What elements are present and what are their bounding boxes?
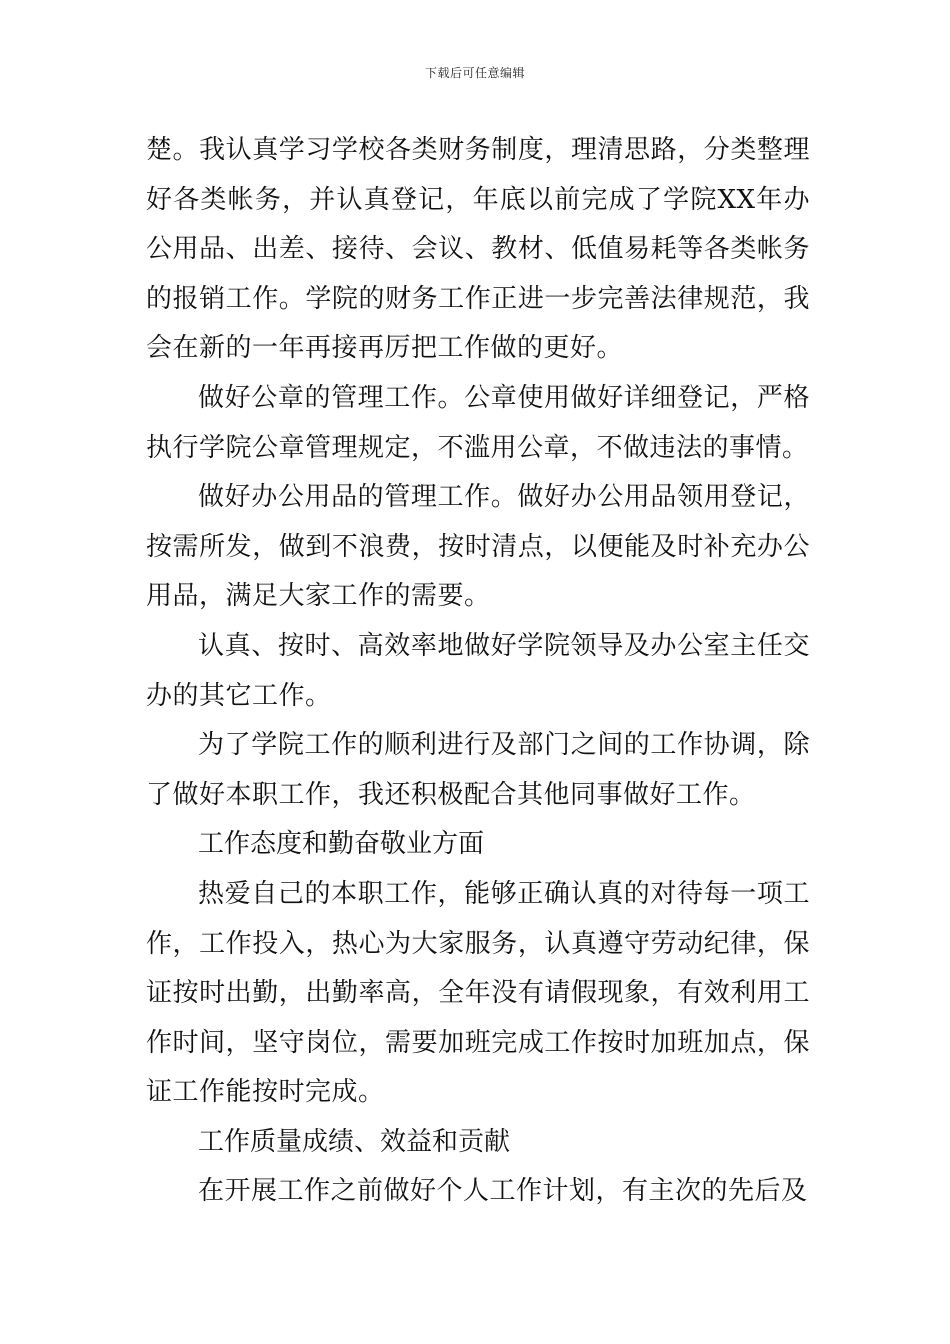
paragraph-office-supplies: 做好办公用品的管理工作。做好办公用品领用登记，按需所发，做到不浪费，按时清点，以便能及时补充办公用品，满足大家工作的需要。 xyxy=(146,482,810,612)
document-body xyxy=(146,126,810,1217)
section-heading-quality: 工作质量成绩、效益和贡献 xyxy=(198,1126,511,1157)
paragraph-finance-work: 楚。我认真学习学校各类财务制度，理清思路，分类整理好各类帐务，并认真登记，年底以前完成了学院XX年办公用品、出差、接待、会议、教材、低值易耗等各类帐务的报销工作。学院的财务工作正进一步完善法律规范，我会在新的一年再接再厉把工作做的更好。 xyxy=(146,135,810,364)
paragraph-attitude: 热爱自己的本职工作，能够正确认真的对待每一项工作，工作投入，热心为大家服务，认真遵守劳动纪律，保证按时出勤，出勤率高，全年没有请假现象，有效利用工作时间，坚守岗位，需要加班完成工作按时加班加点，保证工作能按时完成。 xyxy=(146,878,810,1108)
page-header-note: 下载后可任意编辑 xyxy=(424,66,525,80)
section-heading-attitude: 工作态度和勤奋敬业方面 xyxy=(198,829,485,860)
paragraph-coordination: 为了学院工作的顺利进行及部门之间的工作协调，除了做好本职工作，我还积极配合其他同事做好工作。 xyxy=(146,730,810,810)
paragraph-other-tasks: 认真、按时、高效率地做好学院领导及办公室主任交办的其它工作。 xyxy=(146,630,810,711)
paragraph-planning: 在开展工作之前做好个人工作计划，有主次的先后及 xyxy=(198,1176,808,1207)
paragraph-seal-management: 做好公章的管理工作。公章使用做好详细登记，严格执行学院公章管理规定，不滥用公章，不做违法的事情。 xyxy=(146,382,810,463)
